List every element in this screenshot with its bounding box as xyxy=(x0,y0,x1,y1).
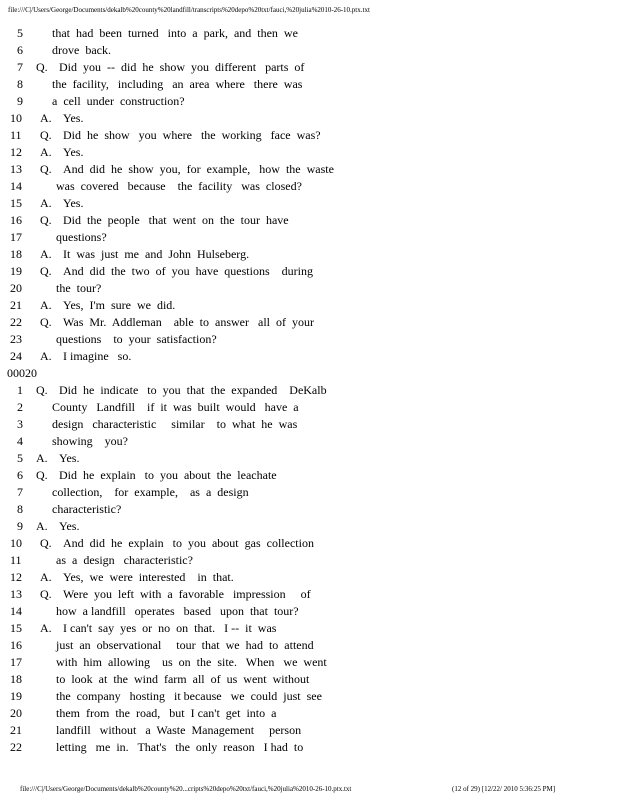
transcript-line xyxy=(0,535,618,552)
question-marker: Q. xyxy=(36,383,48,397)
line-text: questions? xyxy=(56,230,107,244)
transcript-line xyxy=(0,620,618,637)
question-marker: Q. xyxy=(40,315,52,329)
line-number: 13 xyxy=(10,162,22,176)
line-number: 10 xyxy=(10,111,22,125)
line-text: showing you? xyxy=(52,434,128,448)
transcript-line xyxy=(0,569,618,586)
line-text: Did he explain to you about the leachate xyxy=(59,468,277,482)
line-number: 12 xyxy=(10,570,22,584)
transcript-line xyxy=(0,484,618,501)
transcript-line xyxy=(0,518,618,535)
line-text: Yes. xyxy=(59,519,80,533)
transcript-line xyxy=(0,450,618,467)
answer-marker: A. xyxy=(40,247,52,261)
line-text: with him allowing us on the site. When we went xyxy=(56,655,327,669)
line-text: to look at the wind farm all of us went without xyxy=(56,672,310,686)
answer-marker: A. xyxy=(36,519,48,533)
line-number: 16 xyxy=(10,638,22,652)
line-number: 5 xyxy=(17,26,23,40)
transcript-line xyxy=(0,348,618,365)
line-text: County Landfill if it was built would have a xyxy=(52,400,299,414)
line-text: Yes. xyxy=(59,451,80,465)
line-number: 18 xyxy=(10,672,22,686)
line-text: characteristic? xyxy=(52,502,122,516)
line-number: 12 xyxy=(10,145,22,159)
transcript-line xyxy=(0,212,618,229)
line-text: was covered because the facility was closed? xyxy=(56,179,302,193)
transcript-line xyxy=(0,637,618,654)
transcript-line xyxy=(0,246,618,263)
line-number: 6 xyxy=(17,468,23,482)
transcript-line xyxy=(0,671,618,688)
transcript-line xyxy=(0,93,618,110)
line-text: Yes, we were interested in that. xyxy=(63,570,234,584)
question-marker: Q. xyxy=(40,128,52,142)
transcript-line xyxy=(0,382,618,399)
transcript-line xyxy=(0,688,618,705)
line-text: the facility, including an area where there was xyxy=(52,77,303,91)
line-text: a cell under construction? xyxy=(52,94,185,108)
line-number: 23 xyxy=(10,332,22,346)
answer-marker: A. xyxy=(40,349,52,363)
line-number: 7 xyxy=(17,60,23,74)
line-number: 11 xyxy=(10,128,22,142)
transcript-line xyxy=(0,586,618,603)
transcript-line xyxy=(0,654,618,671)
transcript-line xyxy=(0,25,618,42)
line-number: 1 xyxy=(17,383,23,397)
line-number: 21 xyxy=(10,723,22,737)
transcript-line xyxy=(0,178,618,195)
line-number: 9 xyxy=(17,94,23,108)
line-number: 7 xyxy=(17,485,23,499)
transcript-line xyxy=(0,552,618,569)
transcript-line xyxy=(0,739,618,756)
line-text: the company hosting it because we could just see xyxy=(56,689,322,703)
transcript-line xyxy=(0,144,618,161)
line-text: Were you left with a favorable impression of xyxy=(63,587,311,601)
transcript-line xyxy=(0,433,618,450)
question-marker: Q. xyxy=(36,60,48,74)
transcript-line xyxy=(0,314,618,331)
transcript-line xyxy=(0,722,618,739)
transcript-line xyxy=(0,161,618,178)
question-marker: Q. xyxy=(40,264,52,278)
line-text: Was Mr. Addleman able to answer all of your xyxy=(63,315,314,329)
line-number: 20 xyxy=(10,706,22,720)
line-text: as a design characteristic? xyxy=(56,553,193,567)
line-number: 15 xyxy=(10,196,22,210)
question-marker: Q. xyxy=(36,468,48,482)
line-number: 15 xyxy=(10,621,22,635)
line-text: the tour? xyxy=(56,281,102,295)
line-number: 17 xyxy=(10,230,22,244)
line-text: that had been turned into a park, and then we xyxy=(52,26,298,40)
transcript-line xyxy=(0,110,618,127)
line-number: 8 xyxy=(17,502,23,516)
transcript-body xyxy=(0,25,618,756)
line-number: 17 xyxy=(10,655,22,669)
line-number: 22 xyxy=(10,740,22,754)
transcript-line xyxy=(0,416,618,433)
line-text: design characteristic similar to what he was xyxy=(52,417,298,431)
line-number: 19 xyxy=(10,689,22,703)
line-text: landfill without a Waste Management person xyxy=(56,723,302,737)
transcript-line xyxy=(0,297,618,314)
question-marker: Q. xyxy=(40,162,52,176)
transcript-line xyxy=(0,263,618,280)
transcript-line xyxy=(0,280,618,297)
line-number: 10 xyxy=(10,536,22,550)
line-text: Yes, I'm sure we did. xyxy=(63,298,176,312)
line-number: 14 xyxy=(10,604,22,618)
line-text: Yes. xyxy=(63,145,84,159)
line-text: drove back. xyxy=(52,43,111,57)
line-text: collection, for example, as a design xyxy=(52,485,249,499)
answer-marker: A. xyxy=(36,451,48,465)
page-info-footer: (12 of 29) [12/22/ 2010 5:36:25 PM] xyxy=(452,785,556,793)
line-number: 24 xyxy=(10,349,22,363)
line-number: 21 xyxy=(10,298,22,312)
line-text: I imagine so. xyxy=(63,349,132,363)
transcript-line xyxy=(0,501,618,518)
line-number: 3 xyxy=(17,417,23,431)
line-text: And did the two of you have questions during xyxy=(63,264,313,278)
line-text: letting me in. That's the only reason I had to xyxy=(56,740,304,754)
line-number: 2 xyxy=(17,400,23,414)
transcript-line xyxy=(0,467,618,484)
line-text: Did the people that went on the tour have xyxy=(63,213,289,227)
line-text: Yes. xyxy=(63,111,84,125)
line-text: questions to your satisfaction? xyxy=(56,332,217,346)
line-number: 22 xyxy=(10,315,22,329)
line-number: 16 xyxy=(10,213,22,227)
line-number: 8 xyxy=(17,77,23,91)
transcript-line xyxy=(0,331,618,348)
transcript-line xyxy=(0,705,618,722)
answer-marker: A. xyxy=(40,145,52,159)
line-number: 00020 xyxy=(7,366,37,380)
transcript-line xyxy=(0,399,618,416)
transcript-line xyxy=(0,195,618,212)
line-number: 20 xyxy=(10,281,22,295)
transcript-line xyxy=(0,42,618,59)
line-text: Yes. xyxy=(63,196,84,210)
transcript-line xyxy=(0,365,618,382)
question-marker: Q. xyxy=(40,536,52,550)
transcript-line xyxy=(0,59,618,76)
line-text: how a landfill operates based upon that tour? xyxy=(56,604,299,618)
answer-marker: A. xyxy=(40,196,52,210)
line-text: Did he show you where the working face was? xyxy=(63,128,321,142)
line-number: 4 xyxy=(17,434,23,448)
line-text: And did he show you, for example, how the waste xyxy=(63,162,334,176)
line-text: them from the road, but I can't get into a xyxy=(56,706,277,720)
answer-marker: A. xyxy=(40,298,52,312)
transcript-line xyxy=(0,229,618,246)
answer-marker: A. xyxy=(40,570,52,584)
question-marker: Q. xyxy=(40,587,52,601)
line-number: 11 xyxy=(10,553,22,567)
line-number: 9 xyxy=(17,519,23,533)
answer-marker: A. xyxy=(40,111,52,125)
answer-marker: A. xyxy=(40,621,52,635)
line-text: It was just me and John Hulseberg. xyxy=(63,247,250,261)
line-text: just an observational tour that we had to attend xyxy=(56,638,314,652)
question-marker: Q. xyxy=(40,213,52,227)
line-text: And did he explain to you about gas collection xyxy=(63,536,314,550)
transcript-line xyxy=(0,603,618,620)
line-number: 6 xyxy=(17,43,23,57)
line-number: 19 xyxy=(10,264,22,278)
line-text: Did he indicate to you that the expanded DeKalb xyxy=(59,383,327,397)
line-text: Did you -- did he show you different parts of xyxy=(59,60,305,74)
file-path-footer: file:///C|/Users/George/Documents/dekalb%20county%20...cripts%20depo%20txt/fauci,%20julia%2010-26-10.ptx.txt xyxy=(20,785,352,793)
transcript-line xyxy=(0,127,618,144)
transcript-line xyxy=(0,76,618,93)
line-number: 13 xyxy=(10,587,22,601)
line-number: 18 xyxy=(10,247,22,261)
line-text: I can't say yes or no on that. I -- it was xyxy=(63,621,277,635)
file-path-header: file:///C|/Users/George/Documents/dekalb%20county%20landfill/transcripts%20depo%20txt/fauci,%20julia%2010-26-10.ptx.txt xyxy=(8,6,370,14)
line-number: 5 xyxy=(17,451,23,465)
line-number: 14 xyxy=(10,179,22,193)
